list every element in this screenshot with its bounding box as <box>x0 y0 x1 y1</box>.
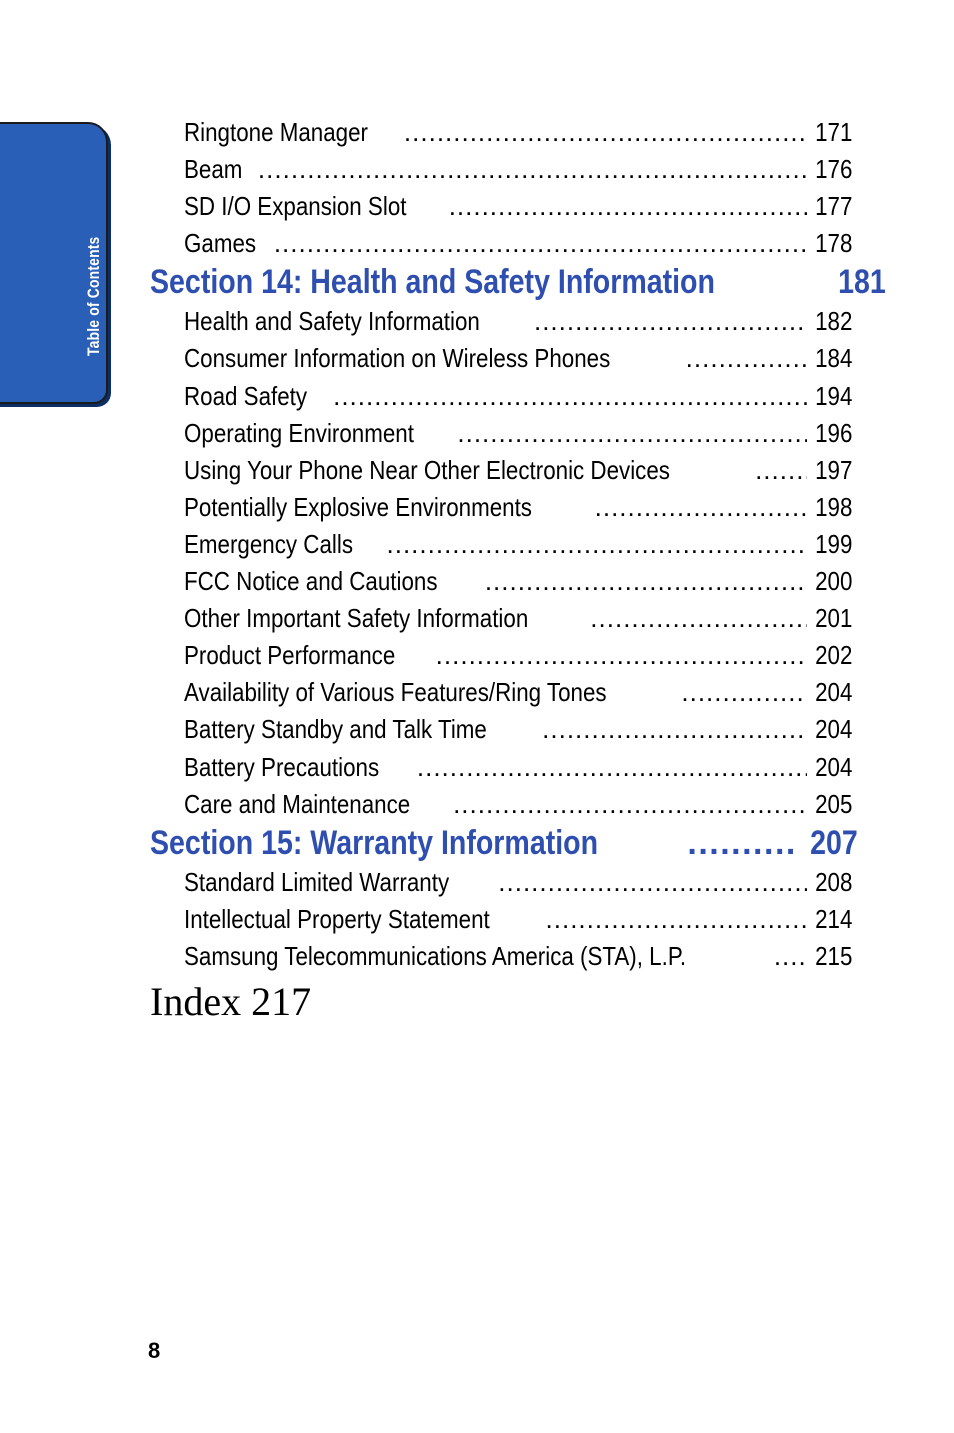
section-title: Section 15: Warranty Information <box>150 823 599 862</box>
side-tab-label: Table of Contents <box>84 236 103 356</box>
toc-entry-page: 201 <box>814 603 852 634</box>
toc-entry[interactable] <box>184 378 852 415</box>
dot-leader <box>498 864 806 901</box>
dot-leader <box>258 151 807 188</box>
toc-entry[interactable] <box>184 452 852 489</box>
toc-entry-page: 194 <box>814 380 852 411</box>
toc-entry-page: 204 <box>814 677 852 708</box>
section-page: 207 <box>810 823 858 862</box>
toc-entry-page: 204 <box>814 714 852 745</box>
toc-entry-page: 176 <box>814 154 852 185</box>
dot-leader <box>274 225 807 262</box>
toc-entry-title: Standard Limited Warranty <box>184 866 450 897</box>
toc-entry-title: SD I/O Expansion Slot <box>184 191 407 222</box>
dot-leader <box>404 114 807 151</box>
section-title: Section 14: Health and Safety Information <box>150 263 715 302</box>
dot-leader <box>485 563 807 600</box>
toc-entry[interactable] <box>184 674 852 711</box>
toc-entry-title: Road Safety <box>184 380 308 411</box>
toc-entry-page: 171 <box>814 117 852 147</box>
table-of-contents <box>150 114 886 1027</box>
dot-leader <box>755 452 807 489</box>
dot-leader <box>333 378 807 415</box>
toc-entry-page: 200 <box>814 566 852 597</box>
toc-entry[interactable] <box>184 188 852 225</box>
toc-entry[interactable] <box>184 303 852 340</box>
toc-entry-page: 214 <box>814 903 852 934</box>
toc-entry[interactable] <box>184 600 852 637</box>
toc-entry[interactable] <box>184 489 852 526</box>
toc-entry-title: Product Performance <box>184 640 396 671</box>
toc-entry-title: Intellectual Property Statement <box>184 903 490 934</box>
dot-leader <box>774 938 807 975</box>
toc-entry-title: Other Important Safety Information <box>184 603 529 634</box>
toc-entry[interactable] <box>184 864 852 901</box>
toc-entry-page: 178 <box>814 228 852 259</box>
toc-entry-page: 205 <box>814 788 852 819</box>
toc-entry[interactable] <box>184 340 852 377</box>
toc-entry-title: Using Your Phone Near Other Electronic Devices <box>184 454 670 485</box>
dot-leader <box>417 749 807 786</box>
index-line[interactable]: Index 217 <box>150 978 312 1024</box>
toc-entry[interactable] <box>184 114 852 151</box>
toc-entry-title: Battery Precautions <box>184 751 380 782</box>
dot-leader <box>687 823 799 863</box>
toc-entry-page: 177 <box>814 191 852 222</box>
toc-entry[interactable] <box>184 749 852 786</box>
toc-entry[interactable] <box>184 938 852 975</box>
dot-leader <box>534 303 807 340</box>
toc-entry-title: Beam <box>184 154 243 185</box>
toc-entry[interactable] <box>184 786 852 823</box>
section-page: 181 <box>837 263 886 302</box>
toc-entry-title: Health and Safety Information <box>184 306 480 337</box>
dot-leader <box>681 674 806 711</box>
toc-entry[interactable] <box>184 901 852 938</box>
toc-entry-title: Emergency Calls <box>184 528 354 559</box>
dot-leader <box>436 637 807 674</box>
dot-leader <box>387 526 807 563</box>
dot-leader <box>453 786 807 823</box>
toc-entry-page: 199 <box>814 528 852 559</box>
toc-entry-page: 202 <box>814 640 852 671</box>
toc-entry-title: Battery Standby and Talk Time <box>184 714 487 745</box>
toc-entry[interactable] <box>184 563 852 600</box>
page-number: 8 <box>148 1338 161 1363</box>
toc-entry-page: 215 <box>814 940 852 971</box>
toc-entry[interactable] <box>184 225 852 262</box>
toc-entry-title: Availability of Various Features/Ring Tones <box>184 677 607 708</box>
toc-entry-title: Potentially Explosive Environments <box>184 491 532 522</box>
toc-entry[interactable] <box>184 526 852 563</box>
dot-leader <box>590 600 806 637</box>
dot-leader <box>542 711 806 748</box>
toc-entry-page: 196 <box>814 417 852 448</box>
toc-entry-page: 208 <box>814 866 852 897</box>
toc-entry-page: 197 <box>814 454 852 485</box>
toc-entry-page: 184 <box>814 343 852 374</box>
toc-entry-title: Games <box>184 228 257 259</box>
toc-entry-title: Care and Maintenance <box>184 788 411 819</box>
toc-entry-page: 204 <box>814 751 852 782</box>
toc-entry-title: Operating Environment <box>184 417 414 448</box>
toc-entry-title: Samsung Telecommunications America (STA), L.P. <box>184 940 687 971</box>
toc-entry[interactable] <box>184 415 852 452</box>
toc-entry[interactable] <box>184 711 852 748</box>
toc-entry-title: FCC Notice and Cautions <box>184 566 438 597</box>
toc-entry[interactable] <box>184 151 852 188</box>
toc-entry-page: 182 <box>814 306 852 337</box>
toc-entry-page: 198 <box>814 491 852 522</box>
dot-leader <box>457 415 806 452</box>
dot-leader <box>449 188 807 225</box>
toc-entry-title: Consumer Information on Wireless Phones <box>184 343 611 374</box>
dot-leader <box>546 901 807 938</box>
section-heading[interactable] <box>150 823 858 864</box>
toc-entry-title: Ringtone Manager <box>184 117 368 147</box>
dot-leader <box>595 489 807 526</box>
dot-leader <box>686 340 807 377</box>
toc-entry[interactable] <box>184 637 852 674</box>
section-heading[interactable] <box>150 262 886 303</box>
